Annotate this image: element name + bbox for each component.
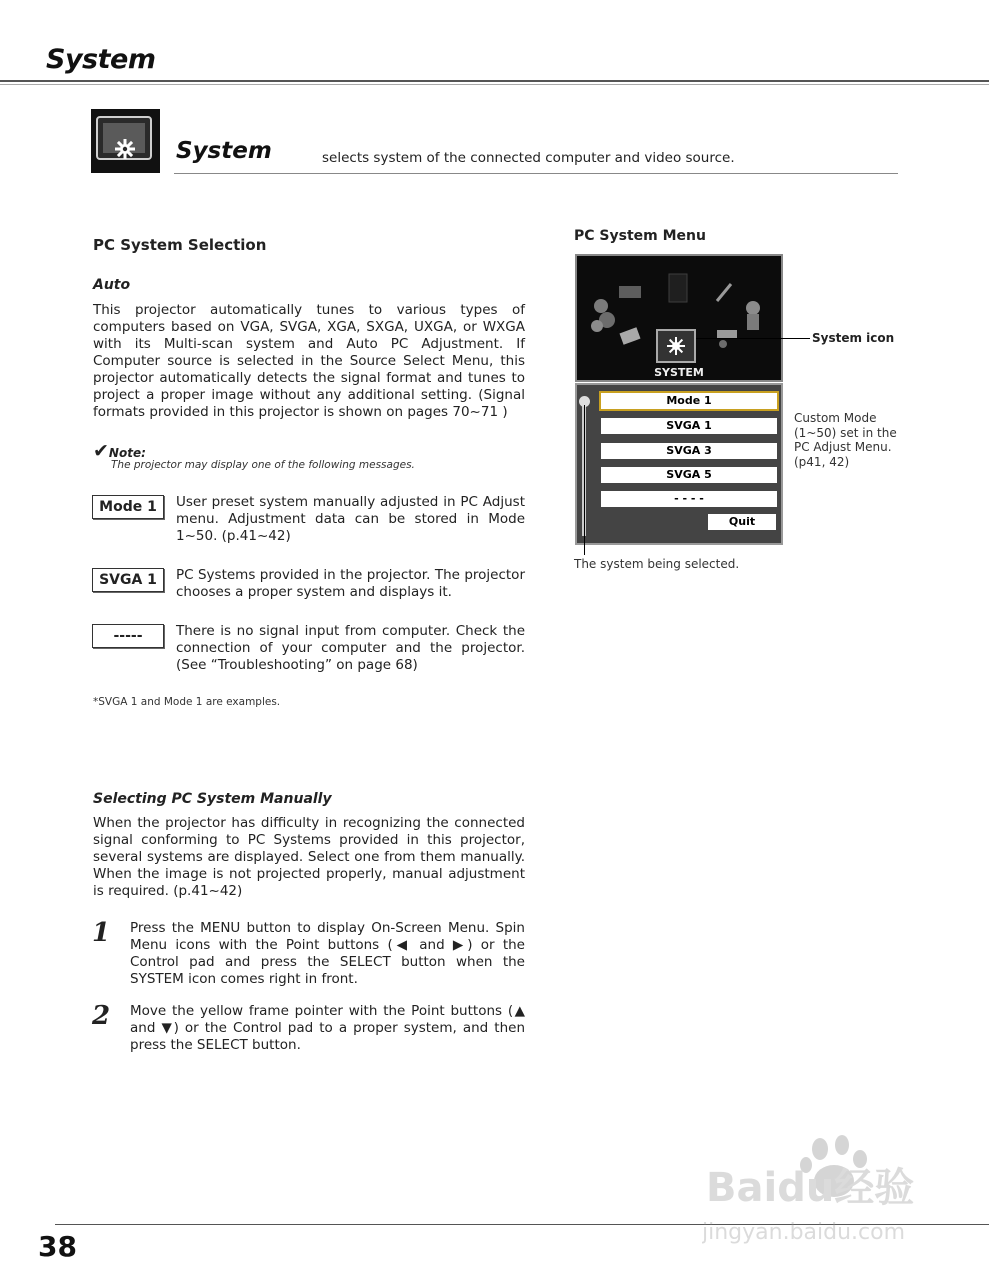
auto-heading: Auto xyxy=(93,277,131,293)
note-label-text: Note: xyxy=(108,446,146,460)
menu-system-label: SYSTEM xyxy=(654,366,704,379)
message-box-no-signal: ----- xyxy=(92,624,164,648)
menu-item-mode1[interactable]: Mode 1 xyxy=(601,393,777,409)
header-rule xyxy=(0,80,989,82)
selected-system-callout-line xyxy=(584,405,585,555)
message-box-svga1: SVGA 1 xyxy=(92,568,164,592)
note-text: The projector may display one of the following messages. xyxy=(111,459,415,471)
manual-paragraph: When the projector has difficulty in recognizing the connected signal conforming to PC Systems provided in this projector, several systems are displayed. Select one from them manually. When the image is not projected properly, manual adjustment is required. (p.41~42) xyxy=(93,815,525,899)
section-title: System xyxy=(176,138,272,164)
example-note: *SVGA 1 and Mode 1 are examples. xyxy=(93,696,281,708)
header-rule-thin xyxy=(0,84,989,85)
menu-system-icon xyxy=(656,329,696,363)
pc-system-selection-heading: PC System Selection xyxy=(93,236,267,254)
message-text-mode1: User preset system manually adjusted in PC Adjust menu. Adjustment data can be stored in Mode 1~50. (p.41~42) xyxy=(176,494,525,544)
checkmark-icon: ✔ xyxy=(93,440,109,462)
system-icon-callout: System icon xyxy=(812,331,895,345)
watermark-url: jingyan.baidu.com xyxy=(702,1220,906,1245)
section-description: selects system of the connected computer and video source. xyxy=(322,150,735,166)
menu-item-svga3[interactable]: SVGA 3 xyxy=(601,443,777,459)
system-icon-callout-line xyxy=(696,338,810,339)
message-text-svga1: PC Systems provided in the projector. The projector chooses a proper system and displays it. xyxy=(176,567,525,600)
custom-mode-callout: Custom Mode (1~50) set in the PC Adjust Menu. (p41, 42) xyxy=(794,411,897,469)
manual-heading: Selecting PC System Manually xyxy=(93,791,332,807)
message-text-no-signal: There is no signal input from computer. Check the connection of your computer and the projector. (See “Troubleshooting” on page 68) xyxy=(176,623,525,673)
watermark-text: Baidu经验 xyxy=(706,1165,915,1211)
system-menu-icon xyxy=(91,109,160,173)
pc-system-menu-heading: PC System Menu xyxy=(574,228,706,244)
step-number: 2 xyxy=(92,1001,111,1031)
menu-quit-button[interactable]: Quit xyxy=(708,514,776,530)
step-text: Move the yellow frame pointer with the Point buttons (▲ and ▼) or the Control pad to a proper system, and then press the SELECT button. xyxy=(130,1003,525,1053)
selected-system-caption: The system being selected. xyxy=(574,557,740,571)
menu-item-svga5[interactable]: SVGA 5 xyxy=(601,467,777,483)
baidu-watermark-logo xyxy=(702,1135,930,1247)
message-box-mode1: Mode 1 xyxy=(92,495,164,519)
page-title: System xyxy=(46,44,156,75)
menu-item-svga1[interactable]: SVGA 1 xyxy=(601,418,777,434)
menu-item-empty[interactable]: - - - - xyxy=(601,491,777,507)
step-text: Press the MENU button to display On-Screen Menu. Spin Menu icons with the Point buttons (◀ and ▶) or the Control pad and press the SELECT button when the SYSTEM icon comes right in front. xyxy=(130,920,525,987)
page-number: 38 xyxy=(38,1230,77,1263)
step-number: 1 xyxy=(92,918,111,948)
auto-paragraph: This projector automatically tunes to various types of computers based on VGA, SVGA, XGA, SXGA, UXGA, or WXGA with its Multi-scan system and Auto PC Adjustment. If Computer source is selected in the Source Select Menu, this projector automatically detects the signal format and tunes to project a proper image without any additional setting. (Signal formats provided in this projector is shown on pages 70~71 ) xyxy=(93,302,525,420)
section-rule xyxy=(174,173,898,174)
